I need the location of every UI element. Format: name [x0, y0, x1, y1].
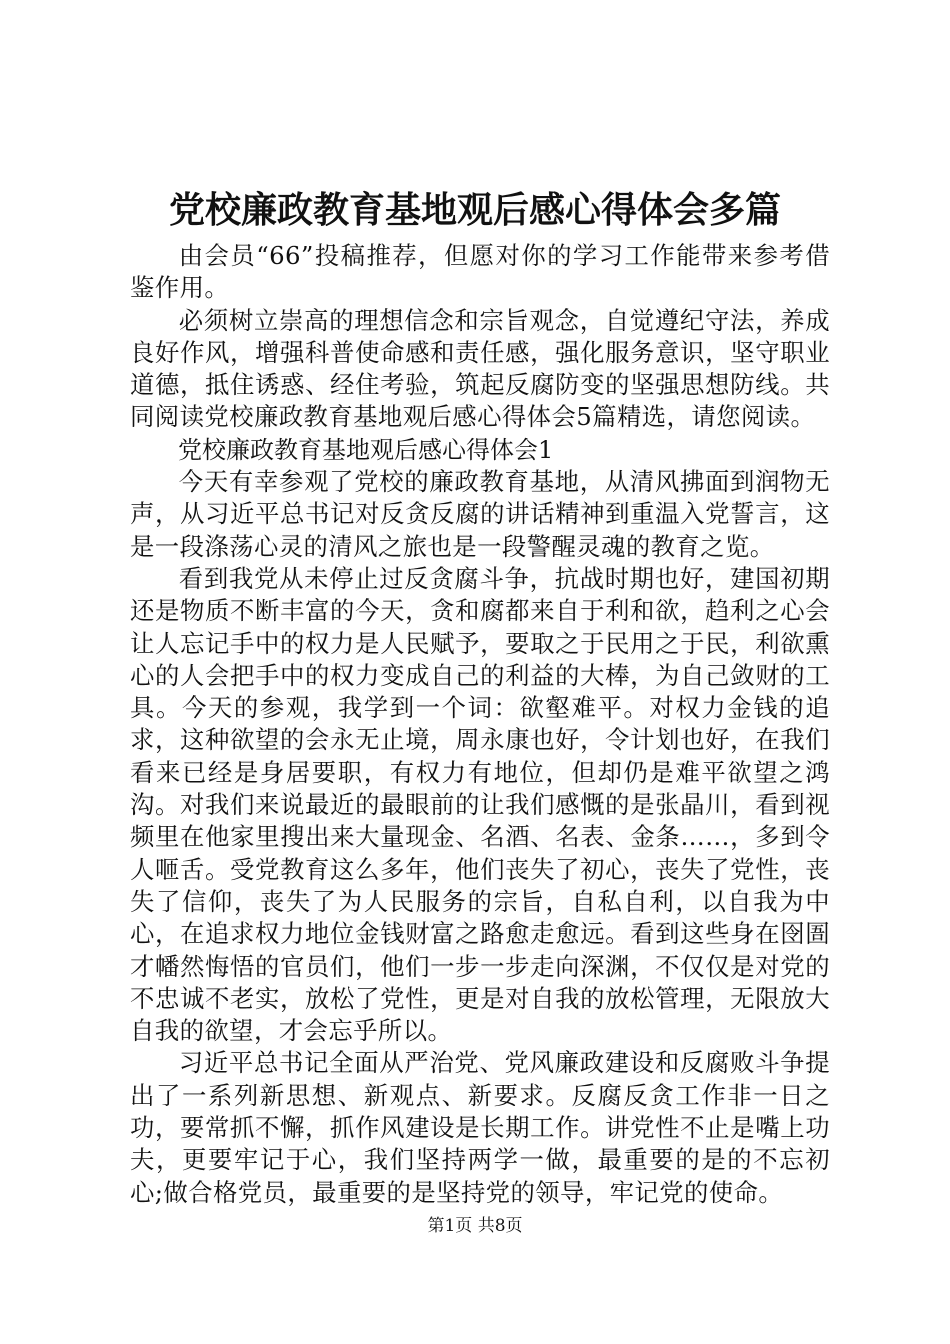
body-paragraph: 习近平总书记全面从严治党、党风廉政建设和反腐败斗争提出了一系列新思想、新观点、新要求。反腐反贪工作非一日之功，要常抓不懈，抓作风建设是长期工作。讲党性不止是嘴上功夫，更要牢记于心，我们坚持两学一做，最重要的是的不忘初心;做合格党员，最重要的是坚持党的领导，牢记党的使命。 — [130, 1048, 830, 1207]
intro-paragraph: 由会员“66”投稿推荐，但愿对你的学习工作能带来参考借鉴作用。 — [130, 241, 830, 303]
document-title: 党校廉政教育基地观后感心得体会多篇 — [168, 189, 781, 231]
section-heading: 党校廉政教育基地观后感心得体会1 — [178, 435, 554, 464]
document-body — [130, 240, 830, 1209]
summary-paragraph: 必须树立崇高的理想信念和宗旨观念，自觉遵纪守法，养成良好作风，增强科普使命感和责任感，强化服务意识，坚守职业道德，抵住诱惑、经住考验，筑起反腐防变的坚强思想防线。共同阅读党校廉政教育基地观后感心得体会5篇精选，请您阅读。 — [130, 305, 830, 432]
body-paragraph: 今天有幸参观了党校的廉政教育基地，从清风拂面到润物无声，从习近平总书记对反贪反腐的讲话精神到重温入党誓言，这是一段涤荡心灵的清风之旅也是一段警醒灵魂的教育之览。 — [130, 467, 830, 561]
page-number-footer: 第1页 共8页 — [427, 1216, 523, 1236]
body-paragraph: 看到我党从未停止过反贪腐斗争，抗战时期也好，建国初期还是物质不断丰富的今天，贪和腐都来自于利和欲，趋利之心会让人忘记手中的权力是人民赋予，要取之于民用之于民，利欲熏心的人会把手中的权力变成自己的利益的大棒，为自己敛财的工具。今天的参观，我学到一个词：欲壑难平。对权力金钱的追求，这种欲望的会永无止境，周永康也好，令计划也好，在我们看来已经是身居要职，有权力有地位，但却仍是难平欲望之鸿沟。对我们来说最近的最眼前的让我们感慨的是张晶川，看到视频里在他家里搜出来大量现金、名酒、名表、金条……，多到令人咂舌。受党教育这么多年，他们丧失了初心，丧失了党性，丧失了信仰，丧失了为人民服务的宗旨，自私自利，以自我为中心，在追求权力地位金钱财富之路愈走愈远。看到这些身在囹圄才幡然悔悟的官员们，他们一步一步走向深渊，不仅仅是对党的不忠诚不老实，放松了党性，更是对自我的放松管理，无限放大自我的欲望，才会忘乎所以。 — [130, 563, 830, 1046]
